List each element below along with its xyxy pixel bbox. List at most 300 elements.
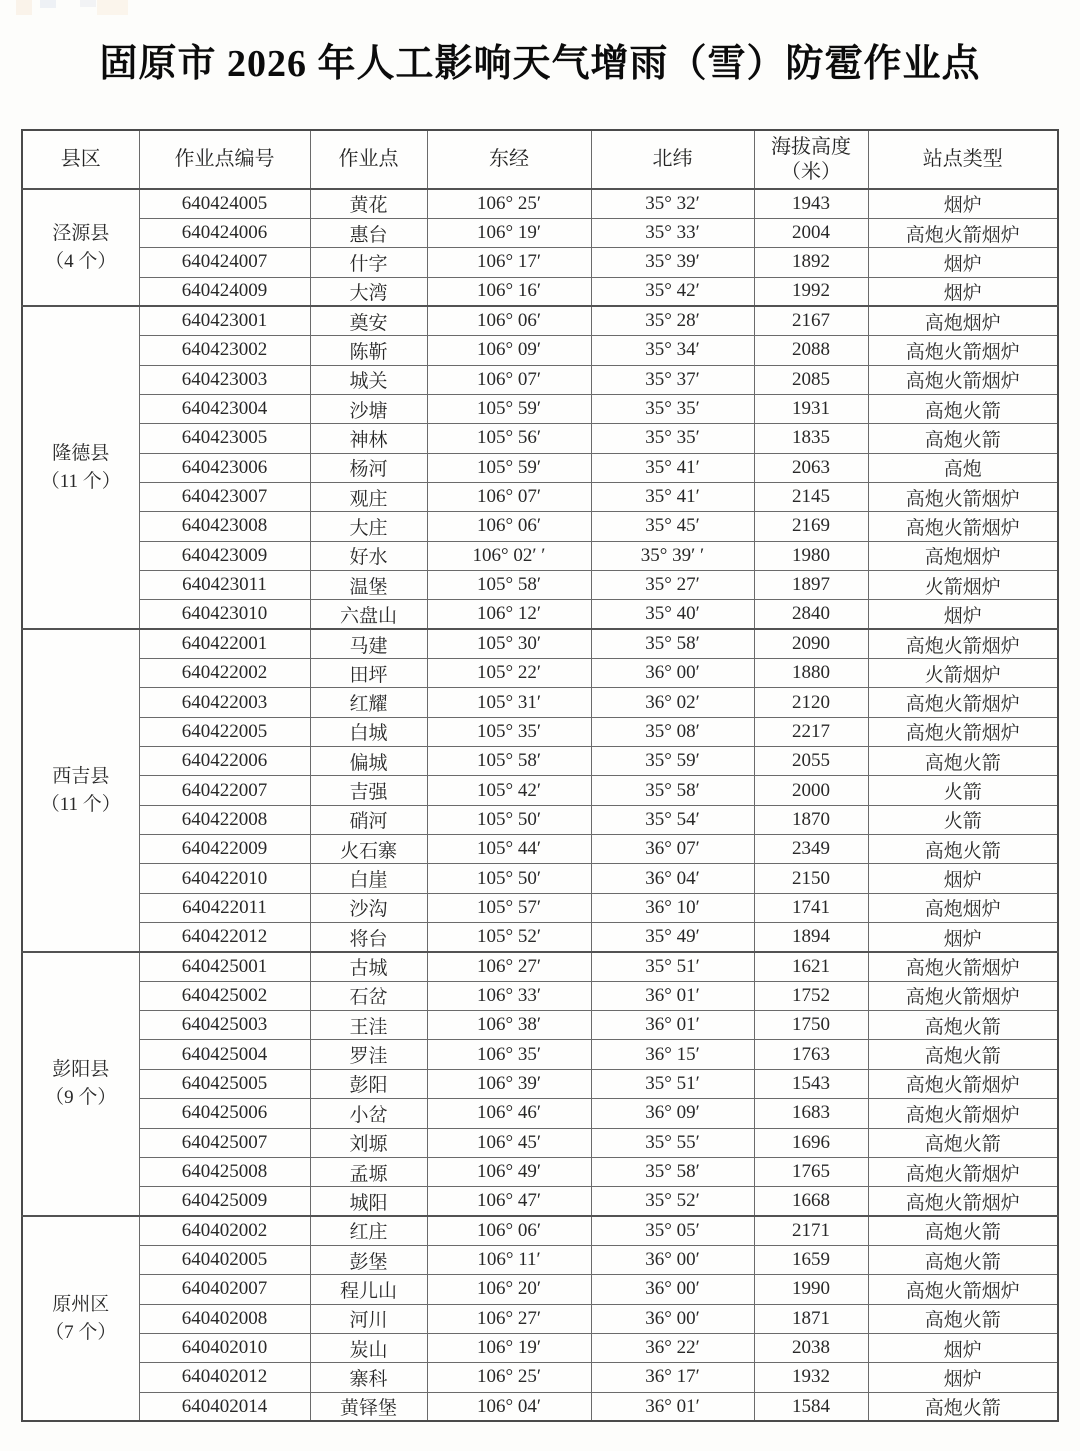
latitude-cell: 35° 58′ (591, 1157, 754, 1186)
longitude-cell: 105° 50′ (427, 805, 591, 834)
station-type-cell: 火箭 (868, 805, 1058, 834)
header-altitude-label: 海拔高度 (771, 135, 851, 158)
table-row (22, 1363, 1058, 1392)
altitude-cell: 2038 (754, 1333, 868, 1362)
longitude-cell: 106° 38′ (427, 1011, 591, 1040)
county-name: 隆德县 (52, 443, 110, 465)
longitude-cell: 105° 30′ (427, 629, 591, 658)
latitude-cell: 36° 01′ (591, 981, 754, 1010)
longitude-cell: 106° 06′ (427, 512, 591, 541)
latitude-cell: 36° 00′ (591, 659, 754, 688)
table-row (22, 365, 1058, 394)
table-row (22, 659, 1058, 688)
longitude-cell: 106° 02′ ′ (427, 541, 591, 570)
county-count: （9 个） (45, 1086, 117, 1108)
latitude-cell: 36° 01′ (591, 1011, 754, 1040)
altitude-cell: 1980 (754, 541, 868, 570)
latitude-cell: 35° 58′ (591, 776, 754, 805)
altitude-cell: 1992 (754, 277, 868, 306)
station-type-cell: 烟炉 (868, 1363, 1058, 1392)
site-id-cell: 640402007 (139, 1275, 310, 1304)
altitude-cell: 2171 (754, 1216, 868, 1245)
site-id-cell: 640402012 (139, 1363, 310, 1392)
site-id-cell: 640423011 (139, 570, 310, 599)
site-name-cell: 吉强 (310, 776, 427, 805)
latitude-cell: 35° 40′ (591, 600, 754, 629)
longitude-cell: 105° 59′ (427, 394, 591, 423)
altitude-cell: 1894 (754, 923, 868, 952)
header-county: 县区 (22, 130, 139, 189)
station-type-cell: 高炮火箭烟炉 (868, 482, 1058, 511)
latitude-cell: 36° 10′ (591, 893, 754, 922)
altitude-cell: 1870 (754, 805, 868, 834)
site-name-cell: 什字 (310, 248, 427, 277)
site-id-cell: 640422001 (139, 629, 310, 658)
county-cell (22, 629, 139, 952)
county-count: （4 个） (45, 250, 117, 272)
station-type-cell: 高炮火箭烟炉 (868, 1187, 1058, 1216)
longitude-cell: 105° 52′ (427, 923, 591, 952)
site-name-cell: 罗洼 (310, 1040, 427, 1069)
altitude-cell: 1763 (754, 1040, 868, 1069)
site-id-cell: 640422002 (139, 659, 310, 688)
altitude-cell: 2085 (754, 365, 868, 394)
longitude-cell: 106° 27′ (427, 1304, 591, 1333)
latitude-cell: 35° 37′ (591, 365, 754, 394)
county-count: （11 个） (40, 470, 121, 492)
site-id-cell: 640422010 (139, 864, 310, 893)
site-name-cell: 惠台 (310, 218, 427, 247)
latitude-cell: 36° 01′ (591, 1392, 754, 1421)
table-row (22, 981, 1058, 1010)
altitude-cell: 1871 (754, 1304, 868, 1333)
county-count: （7 个） (45, 1321, 117, 1343)
longitude-cell: 106° 12′ (427, 600, 591, 629)
county-name: 西吉县 (52, 766, 110, 787)
site-id-cell: 640422009 (139, 835, 310, 864)
site-id-cell: 640422007 (139, 776, 310, 805)
table-row (22, 835, 1058, 864)
table-row (22, 336, 1058, 365)
site-id-cell: 640425006 (139, 1099, 310, 1128)
table-row (22, 277, 1058, 306)
site-id-cell: 640423003 (139, 365, 310, 394)
site-id-cell: 640402002 (139, 1216, 310, 1245)
longitude-cell: 106° 47′ (427, 1187, 591, 1216)
longitude-cell: 105° 35′ (427, 717, 591, 746)
site-name-cell: 城关 (310, 365, 427, 394)
header-latitude: 北纬 (591, 130, 754, 189)
altitude-cell: 1659 (754, 1245, 868, 1274)
altitude-cell: 2088 (754, 336, 868, 365)
site-name-cell: 孟塬 (310, 1157, 427, 1186)
longitude-cell: 105° 22′ (427, 659, 591, 688)
station-type-cell: 烟炉 (868, 864, 1058, 893)
latitude-cell: 35° 35′ (591, 424, 754, 453)
station-type-cell: 高炮火箭烟炉 (868, 981, 1058, 1010)
header-site-id: 作业点编号 (139, 130, 310, 189)
site-name-cell: 偏城 (310, 747, 427, 776)
site-name-cell: 大湾 (310, 277, 427, 306)
county-cell (22, 1216, 139, 1421)
altitude-cell: 2349 (754, 835, 868, 864)
table-row (22, 629, 1058, 658)
longitude-cell: 105° 57′ (427, 893, 591, 922)
site-id-cell: 640425005 (139, 1069, 310, 1098)
site-id-cell: 640425009 (139, 1187, 310, 1216)
station-type-cell: 火箭 (868, 776, 1058, 805)
table-row (22, 776, 1058, 805)
table-row (22, 1011, 1058, 1040)
site-id-cell: 640423010 (139, 600, 310, 629)
site-name-cell: 六盘山 (310, 600, 427, 629)
table-row (22, 600, 1058, 629)
station-type-cell: 高炮火箭 (868, 394, 1058, 423)
latitude-cell: 35° 51′ (591, 1069, 754, 1098)
station-type-cell: 高炮火箭烟炉 (868, 1069, 1058, 1098)
altitude-cell: 2840 (754, 600, 868, 629)
latitude-cell: 35° 58′ (591, 629, 754, 658)
latitude-cell: 36° 07′ (591, 835, 754, 864)
latitude-cell: 36° 04′ (591, 864, 754, 893)
latitude-cell: 35° 41′ (591, 482, 754, 511)
station-type-cell: 烟炉 (868, 277, 1058, 306)
table-row (22, 189, 1058, 218)
latitude-cell: 35° 35′ (591, 394, 754, 423)
site-name-cell: 神林 (310, 424, 427, 453)
site-name-cell: 红庄 (310, 1216, 427, 1245)
table-row (22, 1216, 1058, 1245)
longitude-cell: 105° 50′ (427, 864, 591, 893)
station-type-cell: 高炮火箭 (868, 1216, 1058, 1245)
longitude-cell: 105° 56′ (427, 424, 591, 453)
altitude-cell: 1752 (754, 981, 868, 1010)
longitude-cell: 105° 58′ (427, 570, 591, 599)
site-name-cell: 红耀 (310, 688, 427, 717)
station-type-cell: 高炮烟炉 (868, 893, 1058, 922)
altitude-cell: 2150 (754, 864, 868, 893)
longitude-cell: 106° 39′ (427, 1069, 591, 1098)
latitude-cell: 35° 41′ (591, 453, 754, 482)
longitude-cell: 105° 58′ (427, 747, 591, 776)
latitude-cell: 35° 45′ (591, 512, 754, 541)
altitude-cell: 2004 (754, 218, 868, 247)
site-id-cell: 640425007 (139, 1128, 310, 1157)
site-id-cell: 640423009 (139, 541, 310, 570)
county-cell (22, 306, 139, 629)
longitude-cell: 106° 17′ (427, 248, 591, 277)
site-id-cell: 640424009 (139, 277, 310, 306)
latitude-cell: 36° 02′ (591, 688, 754, 717)
county-name: 原州区 (52, 1294, 110, 1316)
station-type-cell: 高炮烟炉 (868, 306, 1058, 335)
longitude-cell: 106° 16′ (427, 277, 591, 306)
latitude-cell: 35° 28′ (591, 306, 754, 335)
site-name-cell: 黄铎堡 (310, 1392, 427, 1421)
altitude-cell: 1683 (754, 1099, 868, 1128)
site-id-cell: 640402005 (139, 1245, 310, 1274)
table-row (22, 424, 1058, 453)
site-id-cell: 640422008 (139, 805, 310, 834)
site-id-cell: 640423001 (139, 306, 310, 335)
site-name-cell: 小岔 (310, 1099, 427, 1128)
operation-points-table (21, 129, 1059, 1422)
site-id-cell: 640422012 (139, 923, 310, 952)
station-type-cell: 高炮火箭 (868, 1304, 1058, 1333)
altitude-cell: 1696 (754, 1128, 868, 1157)
altitude-cell: 2169 (754, 512, 868, 541)
station-type-cell: 高炮火箭 (868, 1011, 1058, 1040)
site-name-cell: 观庄 (310, 482, 427, 511)
site-name-cell: 大庄 (310, 512, 427, 541)
site-id-cell: 640425002 (139, 981, 310, 1010)
longitude-cell: 106° 09′ (427, 336, 591, 365)
corner-smudge (16, 0, 32, 15)
site-id-cell: 640402014 (139, 1392, 310, 1421)
table-row (22, 248, 1058, 277)
table-row (22, 688, 1058, 717)
longitude-cell: 105° 42′ (427, 776, 591, 805)
header-altitude (754, 130, 868, 189)
site-name-cell: 王洼 (310, 1011, 427, 1040)
site-name-cell: 沙沟 (310, 893, 427, 922)
station-type-cell: 高炮火箭 (868, 835, 1058, 864)
latitude-cell: 35° 54′ (591, 805, 754, 834)
table-row (22, 864, 1058, 893)
county-name: 彭阳县 (52, 1059, 110, 1081)
station-type-cell: 高炮火箭烟炉 (868, 688, 1058, 717)
altitude-cell: 1668 (754, 1187, 868, 1216)
latitude-cell: 36° 22′ (591, 1333, 754, 1362)
altitude-cell: 1741 (754, 893, 868, 922)
county-count: （11 个） (40, 793, 121, 815)
site-name-cell: 石岔 (310, 981, 427, 1010)
longitude-cell: 106° 45′ (427, 1128, 591, 1157)
latitude-cell: 35° 51′ (591, 952, 754, 981)
site-id-cell: 640422005 (139, 717, 310, 746)
table-row (22, 218, 1058, 247)
longitude-cell: 106° 25′ (427, 189, 591, 218)
table-row (22, 394, 1058, 423)
county-name: 泾源县 (52, 223, 110, 245)
site-name-cell: 将台 (310, 923, 427, 952)
site-name-cell: 黄花 (310, 189, 427, 218)
latitude-cell: 35° 52′ (591, 1187, 754, 1216)
table-row (22, 893, 1058, 922)
altitude-cell: 2090 (754, 629, 868, 658)
station-type-cell: 火箭烟炉 (868, 570, 1058, 599)
station-type-cell: 高炮火箭烟炉 (868, 1275, 1058, 1304)
site-id-cell: 640422011 (139, 893, 310, 922)
table-row (22, 747, 1058, 776)
altitude-cell: 2167 (754, 306, 868, 335)
header-altitude-unit: （米） (781, 160, 841, 183)
station-type-cell: 高炮火箭 (868, 747, 1058, 776)
altitude-cell: 1621 (754, 952, 868, 981)
site-name-cell: 城阳 (310, 1187, 427, 1216)
site-id-cell: 640425003 (139, 1011, 310, 1040)
station-type-cell: 高炮火箭 (868, 424, 1058, 453)
site-id-cell: 640424006 (139, 218, 310, 247)
site-name-cell: 杨河 (310, 453, 427, 482)
site-name-cell: 古城 (310, 952, 427, 981)
site-id-cell: 640423004 (139, 394, 310, 423)
altitude-cell: 1765 (754, 1157, 868, 1186)
altitude-cell: 2000 (754, 776, 868, 805)
table-row (22, 923, 1058, 952)
latitude-cell: 35° 27′ (591, 570, 754, 599)
latitude-cell: 35° 39′ (591, 248, 754, 277)
site-name-cell: 彭阳 (310, 1069, 427, 1098)
latitude-cell: 35° 49′ (591, 923, 754, 952)
longitude-cell: 106° 04′ (427, 1392, 591, 1421)
table-row (22, 717, 1058, 746)
header-station-type: 站点类型 (868, 130, 1058, 189)
altitude-cell: 1943 (754, 189, 868, 218)
station-type-cell: 烟炉 (868, 923, 1058, 952)
longitude-cell: 105° 31′ (427, 688, 591, 717)
table-row (22, 1333, 1058, 1362)
site-id-cell: 640423002 (139, 336, 310, 365)
site-id-cell: 640424005 (139, 189, 310, 218)
station-type-cell: 高炮烟炉 (868, 541, 1058, 570)
county-cell (22, 189, 139, 306)
site-name-cell: 温堡 (310, 570, 427, 599)
longitude-cell: 106° 11′ (427, 1245, 591, 1274)
site-id-cell: 640425008 (139, 1157, 310, 1186)
station-type-cell: 高炮火箭烟炉 (868, 952, 1058, 981)
table-row (22, 453, 1058, 482)
table-row (22, 1187, 1058, 1216)
table-row (22, 1099, 1058, 1128)
altitude-cell: 2120 (754, 688, 868, 717)
site-name-cell: 陈靳 (310, 336, 427, 365)
altitude-cell: 1750 (754, 1011, 868, 1040)
latitude-cell: 36° 00′ (591, 1304, 754, 1333)
latitude-cell: 35° 59′ (591, 747, 754, 776)
site-name-cell: 程儿山 (310, 1275, 427, 1304)
station-type-cell: 高炮 (868, 453, 1058, 482)
table-row (22, 1040, 1058, 1069)
table-row (22, 1392, 1058, 1421)
site-name-cell: 奠安 (310, 306, 427, 335)
site-id-cell: 640425004 (139, 1040, 310, 1069)
site-name-cell: 刘塬 (310, 1128, 427, 1157)
table-row (22, 482, 1058, 511)
site-id-cell: 640423006 (139, 453, 310, 482)
latitude-cell: 35° 39′ ′ (591, 541, 754, 570)
site-name-cell: 彭堡 (310, 1245, 427, 1274)
altitude-cell: 1584 (754, 1392, 868, 1421)
site-id-cell: 640422003 (139, 688, 310, 717)
table-row (22, 1304, 1058, 1333)
longitude-cell: 106° 33′ (427, 981, 591, 1010)
latitude-cell: 35° 33′ (591, 218, 754, 247)
latitude-cell: 36° 17′ (591, 1363, 754, 1392)
altitude-cell: 2145 (754, 482, 868, 511)
site-id-cell: 640402010 (139, 1333, 310, 1362)
station-type-cell: 高炮火箭烟炉 (868, 218, 1058, 247)
altitude-cell: 1835 (754, 424, 868, 453)
latitude-cell: 35° 42′ (591, 277, 754, 306)
altitude-cell: 2217 (754, 717, 868, 746)
site-id-cell: 640402008 (139, 1304, 310, 1333)
longitude-cell: 106° 35′ (427, 1040, 591, 1069)
site-name-cell: 沙塘 (310, 394, 427, 423)
station-type-cell: 火箭烟炉 (868, 659, 1058, 688)
site-name-cell: 火石寨 (310, 835, 427, 864)
site-name-cell: 河川 (310, 1304, 427, 1333)
corner-smudge (97, 0, 128, 15)
latitude-cell: 35° 55′ (591, 1128, 754, 1157)
longitude-cell: 106° 49′ (427, 1157, 591, 1186)
header-row (22, 130, 1058, 189)
longitude-cell: 105° 44′ (427, 835, 591, 864)
latitude-cell: 36° 00′ (591, 1245, 754, 1274)
table-row (22, 306, 1058, 335)
station-type-cell: 高炮火箭烟炉 (868, 365, 1058, 394)
site-id-cell: 640423008 (139, 512, 310, 541)
longitude-cell: 105° 59′ (427, 453, 591, 482)
latitude-cell: 36° 00′ (591, 1275, 754, 1304)
ops-table-body (22, 189, 1058, 1421)
station-type-cell: 烟炉 (868, 1333, 1058, 1362)
longitude-cell: 106° 25′ (427, 1363, 591, 1392)
station-type-cell: 高炮火箭烟炉 (868, 1157, 1058, 1186)
altitude-cell: 1897 (754, 570, 868, 599)
altitude-cell: 2055 (754, 747, 868, 776)
site-name-cell: 硝河 (310, 805, 427, 834)
latitude-cell: 35° 05′ (591, 1216, 754, 1245)
site-id-cell: 640422006 (139, 747, 310, 776)
table-row (22, 1245, 1058, 1274)
station-type-cell: 烟炉 (868, 600, 1058, 629)
altitude-cell: 1990 (754, 1275, 868, 1304)
station-type-cell: 高炮火箭烟炉 (868, 512, 1058, 541)
station-type-cell: 高炮火箭 (868, 1245, 1058, 1274)
station-type-cell: 高炮火箭 (868, 1040, 1058, 1069)
longitude-cell: 106° 06′ (427, 306, 591, 335)
corner-smudge (80, 0, 96, 7)
site-name-cell: 寨科 (310, 1363, 427, 1392)
altitude-cell: 1931 (754, 394, 868, 423)
table-row (22, 541, 1058, 570)
site-name-cell: 田坪 (310, 659, 427, 688)
station-type-cell: 高炮火箭烟炉 (868, 629, 1058, 658)
altitude-cell: 1543 (754, 1069, 868, 1098)
station-type-cell: 高炮火箭 (868, 1392, 1058, 1421)
longitude-cell: 106° 19′ (427, 1333, 591, 1362)
site-id-cell: 640424007 (139, 248, 310, 277)
station-type-cell: 高炮火箭烟炉 (868, 336, 1058, 365)
station-type-cell: 高炮火箭 (868, 1128, 1058, 1157)
county-cell (22, 952, 139, 1216)
latitude-cell: 36° 15′ (591, 1040, 754, 1069)
table-row (22, 1275, 1058, 1304)
altitude-cell: 1932 (754, 1363, 868, 1392)
site-id-cell: 640425001 (139, 952, 310, 981)
longitude-cell: 106° 27′ (427, 952, 591, 981)
site-name-cell: 白城 (310, 717, 427, 746)
table-row (22, 1069, 1058, 1098)
longitude-cell: 106° 07′ (427, 365, 591, 394)
longitude-cell: 106° 06′ (427, 1216, 591, 1245)
table-row (22, 952, 1058, 981)
station-type-cell: 烟炉 (868, 189, 1058, 218)
altitude-cell: 2063 (754, 453, 868, 482)
site-name-cell: 炭山 (310, 1333, 427, 1362)
site-name-cell: 白崖 (310, 864, 427, 893)
